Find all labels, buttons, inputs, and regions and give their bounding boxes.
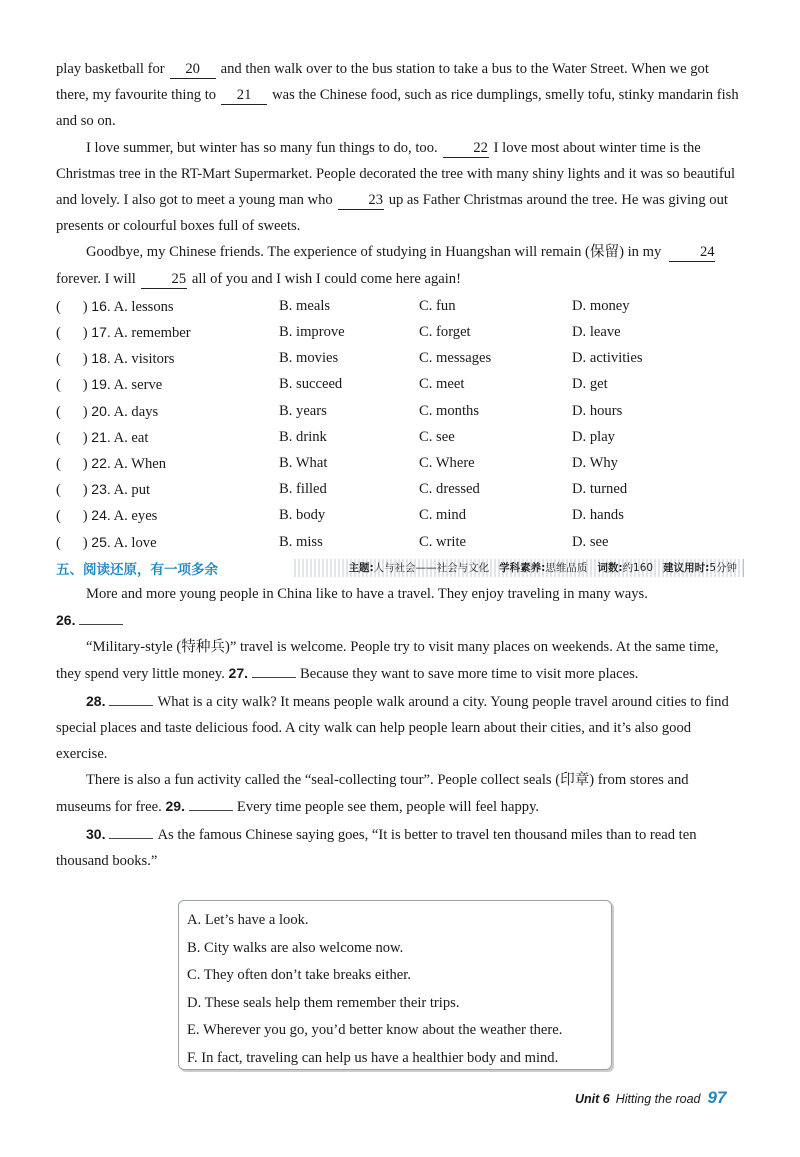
reading-paragraph-1 (56, 581, 740, 607)
option-b: B. succeed (279, 376, 343, 393)
choice-e: E. Wherever you go, you’d better know about the weather there. (187, 1022, 563, 1039)
answer-options (56, 293, 740, 555)
question-row-16 (56, 293, 740, 319)
option-b: B. movies (279, 350, 339, 367)
answer-bracket[interactable]: ( ) (56, 534, 88, 551)
question-row-25 (56, 529, 740, 555)
question-number: 25. (91, 533, 111, 550)
text-run: Every time people see them, people will feel happy. (236, 799, 540, 816)
option-c: C. fun (419, 297, 456, 314)
question-row-24 (56, 502, 740, 528)
option-d: D. money (572, 297, 630, 314)
question-row-20 (56, 398, 740, 424)
text-run: “Military-style (特种兵)” travel is welcome. People try to visit many places on weekends. At the same time, they spend very little money. (56, 639, 719, 683)
section-info-bar (294, 559, 744, 577)
option-b: B. miss (279, 533, 323, 550)
page-number: 97 (707, 1088, 727, 1107)
section-title: 五、阅读还原，有一项多余 (56, 561, 218, 578)
option-c: C. meet (419, 376, 465, 393)
literacy-label: 学科素养: (499, 562, 546, 575)
time-value: 5分钟 (709, 562, 737, 575)
answer-blank-30[interactable] (109, 824, 153, 839)
option-d: D. leave (572, 324, 621, 341)
text-run: Because they want to save more time to visit more places. (300, 666, 639, 683)
reading-paragraph-2 (56, 634, 740, 687)
option-d: D. turned (572, 481, 628, 498)
answer-bracket[interactable]: ( ) (56, 455, 88, 472)
option-d: D. activities (572, 350, 643, 367)
reading-blank-26-line (56, 607, 740, 634)
text-run: More and more young people in China like to have a travel. They enjoy traveling in many ways. (86, 585, 648, 602)
question-number: 22. (91, 454, 111, 471)
choice-b: B. City walks are also welcome now. (187, 939, 404, 956)
word-count-label: 词数: (597, 562, 623, 575)
option-d: D. hours (572, 402, 623, 419)
question-row-22 (56, 450, 740, 476)
answer-blank-28[interactable] (109, 691, 153, 706)
option-c: C. write (419, 533, 467, 550)
option-b: B. filled (279, 481, 327, 498)
section-header (56, 555, 744, 581)
option-a: A. put (113, 482, 151, 499)
cloze-paragraph-1 (56, 56, 740, 135)
option-a: A. When (113, 455, 167, 472)
question-row-18 (56, 345, 740, 371)
blank-22: 22 (443, 140, 489, 158)
option-a: A. eat (113, 429, 149, 446)
question-number: 19. (91, 376, 111, 393)
option-d: D. hands (572, 507, 624, 524)
cloze-paragraph-3 (56, 239, 740, 291)
option-b: B. drink (279, 428, 327, 445)
option-c: C. messages (419, 350, 492, 367)
blank-20: 20 (170, 61, 216, 79)
answer-bracket[interactable]: ( ) (56, 403, 88, 420)
text-run: What is a city walk? It means people walk around a city. Young people travel around cities to find special places and taste delicious food. A city walk can help people learn about their cities, and it’s also good exercise. (56, 693, 729, 762)
text-run: I love summer, but winter has so many fun things to do, too. (86, 139, 438, 156)
reading-paragraph-3 (56, 688, 740, 768)
choice-d: D. These seals help them remember their trips. (187, 994, 460, 1011)
option-c: C. mind (419, 507, 467, 524)
option-d: D. play (572, 428, 615, 445)
option-c: C. Where (419, 454, 475, 471)
answer-bracket[interactable]: ( ) (56, 508, 88, 525)
answer-bracket[interactable]: ( ) (56, 351, 88, 368)
option-c: C. see (419, 428, 455, 445)
answer-bracket[interactable]: ( ) (56, 377, 88, 394)
answer-blank-27[interactable] (252, 663, 296, 678)
literacy-value: 思维品质 (545, 562, 588, 575)
option-b: B. improve (279, 324, 345, 341)
unit-title: Hitting the road (615, 1092, 701, 1106)
question-number: 24. (91, 507, 111, 524)
time-label: 建议用时: (663, 562, 710, 575)
option-a: A. days (113, 403, 159, 420)
worksheet-page (56, 56, 740, 874)
question-number: 20. (91, 402, 111, 419)
blank-number-29: 29. (165, 798, 185, 815)
choice-c: C. They often don’t take breaks either. (187, 967, 411, 984)
question-row-23 (56, 476, 740, 502)
option-c: C. dressed (419, 481, 480, 498)
text-run: up as Father Christmas around the tree. He was giving out presents or colourful boxes full of sweets. (56, 192, 728, 235)
text-run: play basketball for (56, 61, 165, 77)
option-c: C. forget (419, 324, 471, 341)
answer-blank-26[interactable] (79, 610, 123, 625)
word-count-value: 约160 (622, 562, 654, 575)
choice-a: A. Let’s have a look. (187, 912, 309, 928)
question-number: 16. (91, 297, 111, 314)
option-a: A. serve (113, 377, 163, 394)
blank-number-30: 30. (86, 825, 106, 842)
blank-21: 21 (221, 87, 267, 105)
answer-bracket[interactable]: ( ) (56, 429, 88, 446)
sentence-choices-box (178, 900, 612, 1070)
theme-value: 人与社会——社会与文化 (373, 562, 490, 575)
question-row-19 (56, 371, 740, 397)
option-d: D. Why (572, 454, 618, 471)
page-footer (575, 1088, 726, 1108)
option-a: A. eyes (113, 508, 158, 525)
option-d: D. get (572, 376, 608, 393)
theme-label: 主题: (348, 562, 374, 575)
choice-f: F. In fact, traveling can help us have a healthier body and mind. (187, 1049, 559, 1066)
reading-paragraph-5 (56, 821, 740, 874)
text-run: and then walk over to the bus station to take a bus to the Water Street. When we got there, my favourite thing to (56, 61, 709, 104)
text-run: I love most about winter time is the Christmas tree in the RT-Mart Supermarket. People decorated the tree with many shiny lights and it was so beautiful and lovely. I also got to meet a young man who (56, 139, 736, 209)
unit-label: Unit 6 (575, 1092, 610, 1106)
option-a: A. love (113, 534, 157, 551)
question-number: 17. (91, 324, 111, 341)
answer-bracket[interactable]: ( ) (56, 298, 88, 315)
cloze-paragraph-2 (56, 135, 740, 240)
text-run: Goodbye, my Chinese friends. The experience of studying in Huangshan will remain (保留) in my (86, 244, 662, 261)
option-b: B. years (279, 402, 327, 419)
text-run: was the Chinese food, such as rice dumplings, smelly tofu, stinky mandarin fish and so on. (56, 87, 739, 130)
option-b: B. body (279, 507, 326, 524)
option-b: B. What (279, 454, 328, 471)
answer-blank-29[interactable] (189, 796, 233, 811)
question-row-17 (56, 319, 740, 345)
text-run: As the famous Chinese saying goes, “It is better to travel ten thousand miles than to read ten thousand books.” (56, 826, 697, 869)
option-a: A. lessons (113, 298, 174, 315)
option-d: D. see (572, 533, 609, 550)
question-row-21 (56, 424, 740, 450)
blank-number-27: 27. (228, 665, 248, 682)
answer-bracket[interactable]: ( ) (56, 325, 88, 342)
option-a: A. visitors (113, 351, 175, 368)
blank-number-28: 28. (86, 692, 106, 709)
blank-25: 25 (141, 271, 187, 289)
text-run: There is also a fun activity called the “seal-collecting tour”. People collect seals (印章) from stores and museums for free. (56, 772, 689, 816)
text-run: forever. I will (56, 270, 136, 287)
question-number: 21. (91, 428, 111, 445)
option-b: B. meals (279, 297, 331, 314)
blank-number-26: 26. (56, 611, 76, 628)
question-number: 23. (91, 481, 111, 498)
reading-paragraph-4 (56, 767, 740, 820)
blank-24: 24 (669, 244, 715, 262)
blank-23: 23 (338, 192, 384, 210)
answer-bracket[interactable]: ( ) (56, 482, 88, 499)
question-number: 18. (91, 350, 111, 367)
option-a: A. remember (113, 325, 191, 342)
text-run: all of you and I wish I could come here again! (191, 270, 461, 287)
option-c: C. months (419, 402, 480, 419)
